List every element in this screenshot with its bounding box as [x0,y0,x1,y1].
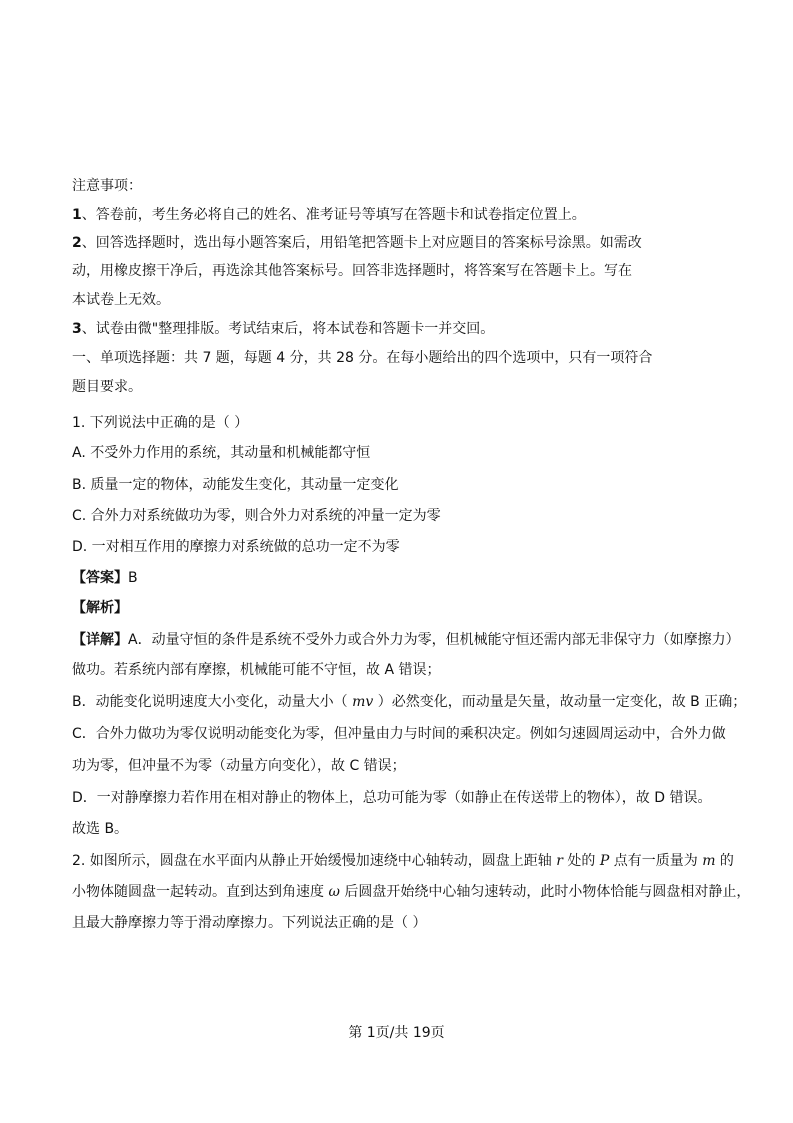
section-heading-b: 题目要求。 [72,379,142,395]
notice-item-2-text-c: 本试卷上无效。 [72,292,170,308]
notice-item-3-number: 3 [72,321,82,337]
q2-stem-line-1: 2. 如图所示，圆盘在水平面内从静止开始缓慢加速绕中心轴转动，圆盘上距轴 r 处的 P 点有一质量为 m 的 [72,853,734,869]
notice-item-2 [72,233,642,253]
q2-stem-line-2: 小物体随圆盘一起转动。直到达到角速度 ω 后圆盘开始绕中心轴匀速转动，此时小物体恰能与圆盘相对静止， [72,884,751,900]
detail-b-line: B．动能变化说明速度大小变化，动量大小（ mv ）必然变化，而动量是矢量，故动量一定变化，故 B 正确； [72,694,747,710]
detail-a-line-2: 做功。若系统内部有摩擦，机械能可能不守恒，故 A 错误； [72,662,441,678]
q1-answer [72,568,138,588]
q1-option-d: D. 一对相互作用的摩擦力对系统做的总功一定不为零 [72,539,400,555]
q1-option-a: A. 不受外力作用的系统，其动量和机械能都守恒 [72,445,371,461]
notice-item-2-number: 2 [72,235,82,251]
detail-label: 【详解】 [72,632,128,648]
notice-item-1-text: 、答卷前，考生务必将自己的姓名、准考证号等填写在答题卡和试卷指定位置上。 [81,207,586,223]
notice-item-2-text-b: 动，用橡皮擦干净后，再选涂其他答案标号。回答非选择题时，将答案写在答题卡上。写在 [72,263,632,279]
notice-item-1-number: 1 [72,207,82,223]
notice-item-3-text: 、试卷由微"整理排版。考试结束后，将本试卷和答题卡一并交回。 [81,321,495,337]
q1-stem: 1. 下列说法中正确的是（ ） [72,415,249,431]
analysis-label: 【解析】 [72,600,128,616]
q2-var-r: r [556,853,563,869]
q2-stem-line-3: 且最大静摩擦力等于滑动摩擦力。下列说法正确的是（ ） [72,915,427,931]
notice-heading: 注意事项： [72,178,142,194]
q1-option-c: C. 合外力对系统做功为零，则合外力对系统的冲量一定为零 [72,508,441,524]
detail-a-line-1 [72,630,740,650]
answer-label: 【答案】 [72,570,128,586]
answer-value: B [128,570,138,586]
detail-c-line-1: C．合外力做功为零仅说明动能变化为零，但冲量由力与时间的乘积决定。例如匀速圆周运动中，合外力做 [72,726,726,742]
notice-item-2-text-a: 、回答选择题时，选出每小题答案后，用铅笔把答题卡上对应题目的答案标号涂黑。如需改 [81,235,642,251]
detail-d-line: D．一对静摩擦力若作用在相对静止的物体上，总功可能为零（如静止在传送带上的物体），故 D 错误。 [72,790,712,806]
q2-var-m: m [702,853,716,869]
q2-var-omega: ω [328,884,340,900]
page-footer: 第 1页/共 19页 [348,1025,445,1041]
detail-a-text-1: A．动量守恒的条件是系统不受外力或合外力为零，但机械能守恒还需内部无非保守力（如摩擦力） [128,632,740,648]
detail-b-variable: mv [352,694,374,710]
q1-option-b: B. 质量一定的物体，动能发生变化，其动量一定变化 [72,477,399,493]
detail-c-line-2: 功为零，但冲量不为零（动量方向变化），故 C 错误； [72,758,406,774]
section-heading-a: 一、单项选择题：共 7 题，每题 4 分，共 28 分。在每小题给出的四个选项中，只有一项符合 [72,350,653,366]
notice-item-1 [72,205,586,225]
q2-var-p: P [599,853,610,869]
notice-item-3 [72,319,494,339]
q1-conclusion: 故选 B。 [72,821,129,837]
